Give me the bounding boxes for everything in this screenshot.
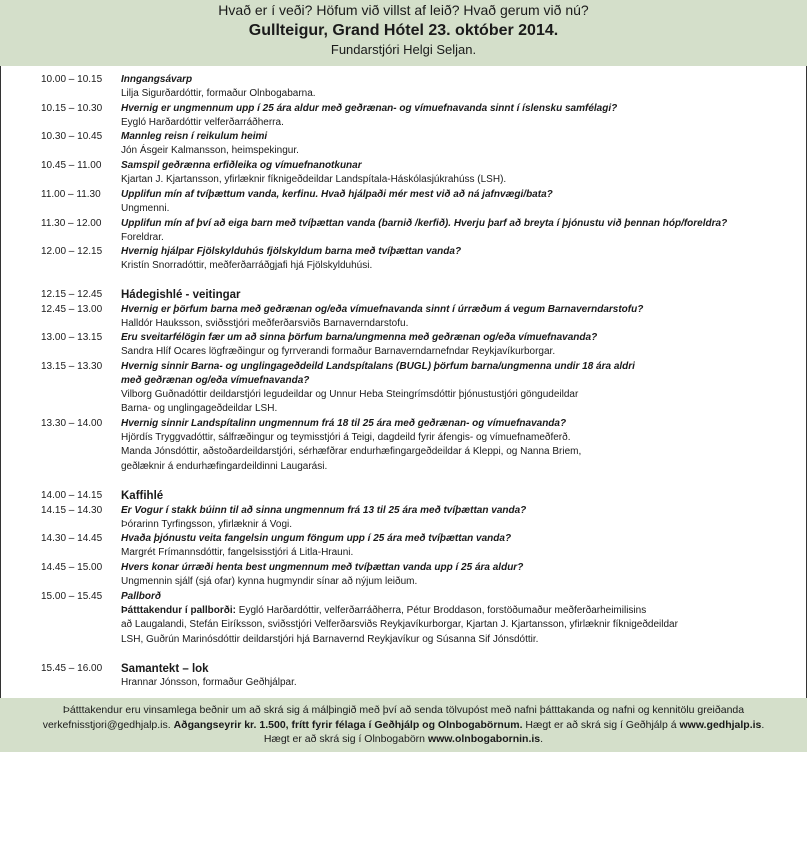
- item-title: Upplifun mín af því að eiga barn með tvíþættan vanda (barnið /kerfið). Hverju þarf að breyta í þjónustu við þennan hóp/foreldra?: [121, 218, 728, 229]
- item-title: Pallborð: [121, 591, 162, 602]
- item-title: Er Vogur í stakk búinn til að sinna ungmennum frá 13 til 25 ára með tvíþættan vanda?: [121, 505, 527, 516]
- item-time: 13.15 – 13.30: [41, 361, 103, 372]
- item-title: Inngangsávarp: [121, 74, 193, 85]
- item-speaker: Eygló Harðardóttir velferðarráðherra.: [121, 117, 284, 128]
- item-time: 10.15 – 10.30: [41, 103, 103, 114]
- olnbogabornin-link[interactable]: www.olnbogabornin.is: [427, 733, 541, 745]
- footer-line-1: Þátttakendur eru vinsamlega beðnir um að skrá sig á málþingið með því að senda tölvupóst með nafni þátttakanda og nafni og kennitölu greiðanda: [62, 704, 745, 716]
- item-speaker: Kristín Snorradóttir, meðferðarráðgjafi hjá Fjölskylduhúsi.: [121, 260, 373, 271]
- item-speaker: að Laugalandi, Stefán Eiríksson, sviðsstjóri Velferðarsviðs Reykjavíkurborgar, Kjartan J. Kjartansson, yfirlæknir fíknigeðdeildar: [121, 619, 678, 631]
- item-speaker: Jón Ásgeir Kalmansson, heimspekingur.: [121, 145, 299, 156]
- item-time: 13.00 – 13.15: [41, 332, 103, 343]
- item-speaker: Ungmennin sjálf (sjá ofar) kynna hugmyndir sínar að nýjum leiðum.: [121, 576, 418, 587]
- item-time: 12.45 – 13.00: [41, 304, 103, 315]
- item-speaker: geðlæknir á endurhæfingardeildinni Laugarási.: [121, 460, 328, 472]
- item-title: Hvaða þjónustu veita fangelsin ungum föngum upp í 25 ára með tvíþættan vanda?: [121, 533, 512, 544]
- item-time: 11.00 – 11.30: [41, 189, 101, 200]
- footer-line-2: [0, 718, 807, 733]
- item-time: 14.00 – 14.15: [41, 490, 103, 501]
- item-time: 15.45 – 16.00: [41, 663, 103, 674]
- footer-text: Hægt er að skrá sig í Geðhjálp á: [522, 718, 680, 731]
- footer-text: .: [540, 733, 544, 745]
- item-title: Upplifun mín af tvíþættum vanda, kerfinu. Hvað hjálpaði mér mest við að ná jafnvægi/bata?: [121, 189, 553, 200]
- break-title: Kaffihlé: [121, 490, 164, 502]
- header-questions: Hvað er í veði? Höfum við villst af leið? Hvað gerum við nú?: [218, 2, 589, 18]
- item-title: Eru sveitarfélögin fær um að sinna þörfum barna/ungmenna með geðrænan og/eða vímuefnavanda?: [121, 332, 598, 343]
- registration-footer: [0, 698, 807, 752]
- item-time: 12.15 – 12.45: [41, 289, 103, 300]
- program-header: [0, 0, 807, 66]
- item-title: Hvernig sinnir Landspítalinn ungmennum frá 18 til 25 ára með geðrænan- og vímuefnavanda?: [121, 418, 567, 429]
- item-time: 11.30 – 12.00: [41, 218, 102, 229]
- item-speaker: Lilja Sigurðardóttir, formaður Olnbogabarna.: [121, 88, 316, 99]
- break-title: Samantekt – lok: [121, 663, 209, 675]
- item-time: 15.00 – 15.45: [41, 591, 103, 602]
- footer-text: .: [761, 718, 765, 731]
- registration-email-link[interactable]: verkefnisstjori@gedhjalp.is.: [42, 718, 174, 731]
- break-title: Hádegishlé - veitingar: [121, 289, 241, 301]
- footer-text: Hægt er að skrá sig í Olnbogabörn: [263, 733, 428, 745]
- header-chair: Fundarstjóri Helgi Seljan.: [330, 42, 477, 57]
- admission-fee: Aðgangseyrir kr. 1.500, frítt fyrir félaga í Geðhjálp og Olnbogabörnum.: [173, 718, 523, 731]
- item-speaker: Barna- og unglingageðdeildar LSH.: [121, 403, 278, 415]
- item-speaker: Halldór Hauksson, sviðsstjóri meðferðarsviðs Barnaverndarstofu.: [121, 318, 409, 329]
- item-time: 10.00 – 10.15: [41, 74, 103, 85]
- item-title: Hvernig hjálpar Fjölskylduhús fjölskyldum barna með tvíþættan vanda?: [121, 246, 462, 257]
- item-speaker: Hjördís Tryggvadóttir, sálfræðingur og teymisstjóri á Teigi, dagdeild fyrir áfengis- og vímuefnameðferð.: [121, 432, 571, 443]
- item-speaker: Eygló Harðardóttir, velferðarráðherra, Pétur Broddason, forstöðumaður meðferðarheimilisins: [236, 605, 647, 616]
- item-title: Hvernig er þörfum barna með geðrænan og/eða vímuefnavanda sinnt í úrræðum á vegum Barnaverndarstofu?: [121, 304, 644, 315]
- item-time: 13.30 – 14.00: [41, 418, 103, 429]
- item-time: 10.30 – 10.45: [41, 131, 103, 142]
- item-time: 14.45 – 15.00: [41, 562, 103, 573]
- item-title-line: Hvernig sinnir Barna- og unglingageðdeild Landspítalans (BUGL) þörfum barna/ungmenna undir 18 ára aldri: [121, 361, 635, 372]
- footer-line-3: [0, 732, 807, 747]
- item-time: 12.00 – 12.15: [41, 246, 103, 257]
- item-speaker: Foreldrar.: [121, 232, 164, 243]
- item-title: Hvernig er ungmennum upp í 25 ára aldur með geðrænan- og vímuefnavanda sinnt í íslensku samfélagi?: [121, 103, 618, 114]
- header-venue-date: Gullteigur, Grand Hótel 23. október 2014.: [248, 22, 559, 39]
- item-speaker: Kjartan J. Kjartansson, yfirlæknir fíknigeðdeildar Landspítala-Háskólasjúkrahúss (LSH).: [121, 174, 507, 185]
- item-speaker: Sandra Hlíf Ocares lögfræðingur og fyrrverandi formaður Barnaverndarnefndar Reykjavíkurborgar.: [121, 346, 556, 357]
- gedhjalp-link[interactable]: www.gedhjalp.is: [679, 718, 762, 731]
- item-speaker: Þórarinn Tyrfingsson, yfirlæknir á Vogi.: [121, 519, 293, 530]
- item-time: 14.30 – 14.45: [41, 533, 103, 544]
- item-speaker: LSH, Guðrún Marinósdóttir deildarstjóri hjá Barnavernd Reykjavíkur og Súsanna Sif Jónsdóttir.: [121, 633, 539, 645]
- item-title: Hvers konar úrræði henta best ungmennum með tvíþættan vanda upp í 25 ára aldur?: [121, 562, 524, 573]
- program-schedule: [0, 66, 807, 698]
- item-time: 10.45 – 11.00: [41, 160, 102, 171]
- item-title: Samspil geðrænna erfiðleika og vímuefnanotkunar: [121, 160, 362, 171]
- item-speaker: Ungmenni.: [121, 203, 170, 214]
- item-title-line: með geðrænan og/eða vímuefnavanda?: [121, 375, 310, 386]
- panel-label: Þátttakendur í pallborði:: [121, 605, 237, 616]
- item-speaker: Vilborg Guðnadóttir deildarstjóri legudeildar og Unnur Heba Steingrímsdóttir þjónustustjóri göngudeildar: [121, 389, 579, 400]
- item-time: 14.15 – 14.30: [41, 505, 103, 516]
- item-title: Mannleg reisn í reikulum heimi: [121, 131, 268, 142]
- item-speaker: Margrét Frímannsdóttir, fangelsisstjóri á Litla-Hrauni.: [121, 547, 354, 558]
- item-speaker: Manda Jónsdóttir, aðstoðardeildarstjóri, sérhæfðrar endurhæfingargeðdeildar á Kleppi, og Nanna Briem,: [121, 446, 582, 458]
- item-speaker: Hrannar Jónsson, formaður Geðhjálpar.: [121, 677, 297, 688]
